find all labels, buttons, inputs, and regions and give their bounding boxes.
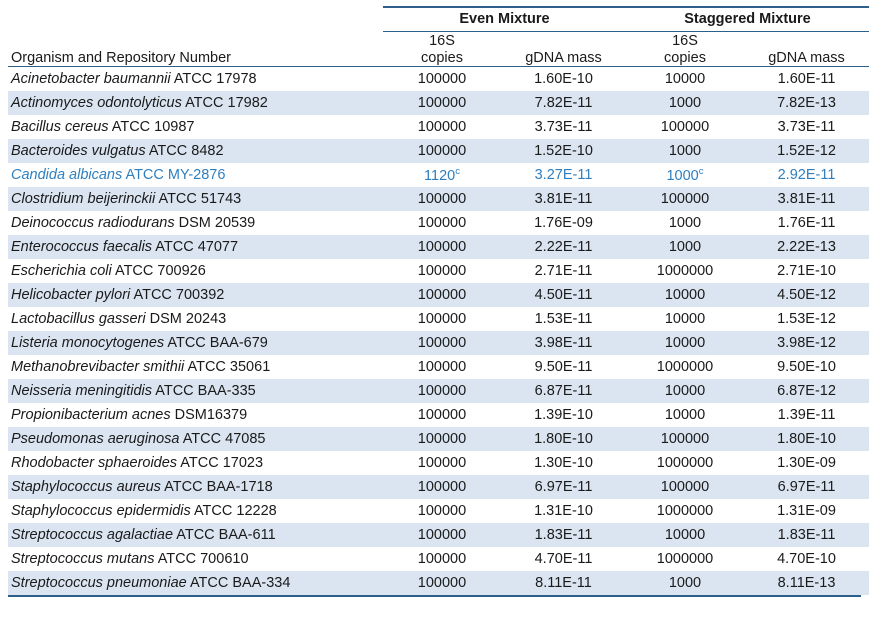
organism-strain: DSM16379 [170, 407, 248, 423]
organism-strain: ATCC 8482 [145, 143, 224, 159]
cell-even-copies-value: 1120 [424, 167, 456, 184]
organism-species: Enterococcus faecalis [11, 239, 153, 255]
cell-staggered-copies-value: 1000 [666, 167, 699, 184]
cell-staggered-copies-value: 1000000 [656, 263, 714, 279]
cell-staggered-mass [744, 235, 869, 259]
cell-even-copies [383, 211, 501, 235]
cell-staggered-mass [744, 91, 869, 115]
cell-even-copies [383, 331, 501, 355]
table-row [8, 571, 869, 595]
organism-strain: ATCC 17982 [181, 95, 268, 111]
cell-staggered-mass [744, 547, 869, 571]
organism-species: Pseudomonas aeruginosa [11, 431, 180, 447]
organism-species: Methanobrevibacter smithii [11, 359, 185, 375]
cell-staggered-mass [744, 163, 869, 187]
table-body [8, 67, 869, 596]
organism-species: Lactobacillus gasseri [11, 311, 146, 327]
organism-strain: ATCC BAA-335 [152, 383, 256, 399]
cell-even-mass-value: 3.98E-11 [534, 335, 593, 351]
cell-staggered-mass-value: 3.81E-11 [777, 191, 836, 207]
cell-staggered-copies [626, 499, 744, 523]
cell-staggered-copies-footnote: c [698, 166, 704, 178]
table-row [8, 427, 869, 451]
organism-species: Staphylococcus aureus [11, 479, 161, 495]
cell-even-copies [383, 547, 501, 571]
cell-staggered-mass-value: 2.71E-10 [777, 263, 836, 279]
cell-staggered-mass [744, 307, 869, 331]
cell-organism [8, 211, 383, 235]
cell-staggered-copies-value: 10000 [664, 71, 706, 87]
organism-strain: ATCC 51743 [155, 191, 242, 207]
cell-even-copies-value: 100000 [417, 239, 467, 255]
cell-even-mass [501, 427, 626, 451]
organism-strain: ATCC BAA-679 [164, 335, 268, 351]
cell-even-mass-value: 1.30E-10 [534, 455, 593, 471]
cell-even-mass-value: 1.39E-10 [534, 407, 593, 423]
group-header-staggered: Staggered Mixture [626, 7, 869, 32]
cell-staggered-copies [626, 163, 744, 187]
cell-staggered-copies [626, 67, 744, 92]
cell-staggered-copies-value: 1000 [668, 95, 702, 111]
table-row [8, 379, 869, 403]
cell-organism [8, 67, 383, 92]
cell-staggered-copies [626, 547, 744, 571]
organism-species: Streptococcus agalactiae [11, 527, 174, 543]
cell-even-copies-footnote: c [455, 166, 460, 178]
cell-even-copies-value: 100000 [417, 383, 467, 399]
cell-staggered-copies [626, 403, 744, 427]
cell-even-mass-value: 1.31E-10 [534, 503, 593, 519]
organism-strain: ATCC 700926 [111, 263, 206, 279]
cell-even-mass-value: 2.22E-11 [534, 239, 593, 255]
cell-even-copies [383, 403, 501, 427]
cell-even-mass-value: 6.87E-11 [534, 383, 593, 399]
table-row [8, 211, 869, 235]
cell-staggered-mass-value: 4.50E-12 [777, 287, 836, 303]
cell-staggered-mass-value: 1.80E-10 [777, 431, 836, 447]
cell-staggered-mass-value: 3.73E-11 [777, 119, 836, 135]
cell-staggered-copies-value: 1000000 [656, 503, 714, 519]
cell-organism [8, 331, 383, 355]
cell-even-mass-value: 3.73E-11 [534, 119, 593, 135]
cell-organism [8, 427, 383, 451]
organism-species: Neisseria meningitidis [11, 383, 153, 399]
cell-staggered-copies [626, 523, 744, 547]
cell-even-mass-value: 3.81E-11 [534, 191, 593, 207]
cell-organism [8, 283, 383, 307]
organism-strain: ATCC MY-2876 [122, 167, 226, 183]
cell-even-copies [383, 571, 501, 595]
cell-staggered-mass [744, 499, 869, 523]
cell-even-copies [383, 91, 501, 115]
organism-species: Acinetobacter baumannii [11, 71, 171, 87]
cell-even-mass [501, 283, 626, 307]
table-row [8, 67, 869, 92]
table-row [8, 475, 869, 499]
cell-even-mass [501, 571, 626, 595]
cell-staggered-mass [744, 427, 869, 451]
cell-even-copies-value: 100000 [417, 215, 467, 231]
cell-even-mass-value: 1.80E-10 [534, 431, 593, 447]
cell-even-copies-value: 100000 [417, 143, 467, 159]
cell-even-mass-value: 1.52E-10 [534, 143, 593, 159]
organism-strain: ATCC 47085 [179, 431, 266, 447]
cell-even-mass [501, 187, 626, 211]
column-header-organism: Organism and Repository Number [8, 49, 383, 66]
cell-staggered-copies [626, 91, 744, 115]
cell-staggered-copies-value: 1000 [668, 143, 702, 159]
organism-species: Bacteroides vulgatus [11, 143, 146, 159]
cell-staggered-copies [626, 451, 744, 475]
table-row [8, 355, 869, 379]
cell-even-copies-value: 100000 [417, 455, 467, 471]
cell-staggered-mass-value: 1.30E-09 [777, 455, 836, 471]
table-row [8, 451, 869, 475]
cell-staggered-mass-value: 8.11E-13 [777, 575, 836, 591]
cell-even-copies-value: 100000 [417, 551, 467, 567]
organism-strain: ATCC BAA-1718 [160, 479, 273, 495]
cell-staggered-mass-value: 1.60E-11 [777, 71, 836, 87]
organism-strain: ATCC 10987 [108, 119, 195, 135]
cell-staggered-copies [626, 235, 744, 259]
cell-even-mass [501, 379, 626, 403]
cell-even-mass [501, 67, 626, 92]
cell-organism [8, 499, 383, 523]
cell-staggered-mass-value: 6.97E-11 [777, 479, 836, 495]
cell-even-mass-value: 2.71E-11 [534, 263, 593, 279]
cell-organism [8, 139, 383, 163]
cell-organism [8, 235, 383, 259]
organism-species: Streptococcus pneumoniae [11, 575, 187, 591]
column-header-even-mass: gDNA mass [501, 49, 626, 66]
cell-staggered-mass [744, 283, 869, 307]
cell-even-copies [383, 451, 501, 475]
cell-even-copies [383, 355, 501, 379]
cell-even-mass [501, 475, 626, 499]
organism-species: Propionibacterium acnes [11, 407, 171, 423]
cell-staggered-copies [626, 139, 744, 163]
cell-staggered-copies [626, 283, 744, 307]
organism-species: Deinococcus radiodurans [11, 215, 175, 231]
cell-even-copies-value: 100000 [417, 287, 467, 303]
cell-even-copies-value: 100000 [417, 431, 467, 447]
cell-staggered-mass-value: 3.98E-12 [777, 335, 836, 351]
cell-even-mass-value: 4.50E-11 [534, 287, 593, 303]
cell-organism [8, 307, 383, 331]
column-header-stag-copies: copies [626, 49, 744, 66]
subheader-stag-copies-line1: 16S [626, 32, 744, 50]
cell-staggered-copies-value: 1000000 [656, 551, 714, 567]
table-row [8, 403, 869, 427]
column-header-even-copies: copies [383, 49, 501, 66]
cell-even-mass-value: 6.97E-11 [534, 479, 593, 495]
table-row [8, 331, 869, 355]
column-header-stag-mass: gDNA mass [744, 49, 869, 66]
organism-strain: DSM 20243 [145, 311, 227, 327]
table-row [8, 307, 869, 331]
table-row [8, 499, 869, 523]
cell-even-mass [501, 355, 626, 379]
subheader-stag-mass-blank [744, 32, 869, 50]
cell-even-mass [501, 139, 626, 163]
cell-organism [8, 259, 383, 283]
cell-even-copies-value: 100000 [417, 119, 467, 135]
cell-even-mass [501, 91, 626, 115]
group-header-row [8, 7, 869, 32]
cell-staggered-copies-value: 10000 [664, 527, 706, 543]
cell-organism [8, 403, 383, 427]
cell-even-copies-value: 100000 [417, 575, 467, 591]
organism-strain: ATCC 700392 [130, 287, 225, 303]
cell-even-copies [383, 283, 501, 307]
table-row [8, 235, 869, 259]
cell-staggered-copies [626, 571, 744, 595]
cell-staggered-copies [626, 355, 744, 379]
cell-staggered-copies [626, 115, 744, 139]
cell-staggered-mass-value: 2.92E-11 [777, 167, 836, 183]
cell-staggered-mass [744, 451, 869, 475]
cell-even-mass-value: 7.82E-11 [534, 95, 593, 111]
cell-staggered-mass [744, 523, 869, 547]
table-row [8, 523, 869, 547]
cell-staggered-copies [626, 259, 744, 283]
cell-even-copies-value: 100000 [417, 71, 467, 87]
cell-even-mass-value: 1.76E-09 [534, 215, 593, 231]
cell-even-copies-value: 100000 [417, 407, 467, 423]
cell-even-copies-value: 100000 [417, 359, 467, 375]
table-row [8, 547, 869, 571]
cell-organism [8, 475, 383, 499]
cell-even-copies [383, 139, 501, 163]
cell-staggered-mass [744, 139, 869, 163]
cell-even-mass [501, 211, 626, 235]
cell-staggered-copies [626, 427, 744, 451]
group-header-even: Even Mixture [383, 7, 626, 32]
cell-staggered-mass [744, 259, 869, 283]
cell-staggered-mass [744, 187, 869, 211]
subheader-even-copies-line1: 16S [383, 32, 501, 50]
cell-even-copies [383, 235, 501, 259]
cell-even-mass [501, 259, 626, 283]
table-row [8, 283, 869, 307]
cell-staggered-mass-value: 1.52E-12 [777, 143, 836, 159]
subheader-even-mass-blank [501, 32, 626, 50]
cell-staggered-mass [744, 331, 869, 355]
cell-organism [8, 547, 383, 571]
cell-even-copies [383, 187, 501, 211]
cell-organism [8, 115, 383, 139]
cell-organism [8, 187, 383, 211]
organism-strain: ATCC BAA-611 [173, 527, 276, 543]
cell-staggered-copies-value: 10000 [664, 311, 706, 327]
cell-organism [8, 571, 383, 595]
cell-staggered-mass-value: 7.82E-13 [777, 95, 836, 111]
cell-even-copies [383, 259, 501, 283]
organism-strain: DSM 20539 [174, 215, 256, 231]
cell-staggered-mass-value: 2.22E-13 [777, 239, 836, 255]
cell-staggered-copies [626, 187, 744, 211]
table-row [8, 115, 869, 139]
cell-staggered-copies-value: 100000 [660, 191, 710, 207]
organism-strain: ATCC 47077 [152, 239, 239, 255]
cell-staggered-copies-value: 10000 [664, 383, 706, 399]
organism-species: Actinomyces odontolyticus [11, 95, 182, 111]
cell-staggered-copies-value: 100000 [660, 119, 710, 135]
organism-strain: ATCC 17023 [177, 455, 264, 471]
organism-strain: ATCC 700610 [154, 551, 249, 567]
organism-strain: ATCC 12228 [190, 503, 277, 519]
cell-staggered-copies [626, 211, 744, 235]
cell-even-mass [501, 235, 626, 259]
cell-even-copies-value: 100000 [417, 191, 467, 207]
cell-staggered-mass [744, 379, 869, 403]
cell-even-mass-value: 1.60E-10 [534, 71, 593, 87]
organism-species: Staphylococcus epidermidis [11, 503, 191, 519]
table-row [8, 259, 869, 283]
cell-even-copies [383, 115, 501, 139]
cell-organism [8, 91, 383, 115]
organism-species: Helicobacter pylori [11, 287, 131, 303]
cell-staggered-mass [744, 403, 869, 427]
cell-staggered-copies-value: 1000000 [656, 455, 714, 471]
cell-organism [8, 523, 383, 547]
cell-even-mass-value: 1.53E-11 [534, 311, 593, 327]
cell-even-copies [383, 499, 501, 523]
cell-staggered-copies [626, 331, 744, 355]
cell-even-copies [383, 379, 501, 403]
cell-even-mass-value: 8.11E-11 [535, 575, 592, 591]
cell-even-copies-value: 100000 [417, 503, 467, 519]
cell-staggered-mass [744, 67, 869, 92]
cell-staggered-mass-value: 4.70E-10 [777, 551, 836, 567]
organism-strain: ATCC 35061 [184, 359, 271, 375]
cell-staggered-mass [744, 475, 869, 499]
cell-staggered-mass [744, 355, 869, 379]
table-row [8, 139, 869, 163]
cell-staggered-mass-value: 9.50E-10 [777, 359, 836, 375]
cell-even-mass-value: 9.50E-11 [534, 359, 593, 375]
cell-even-mass [501, 115, 626, 139]
organism-strain: ATCC BAA-334 [186, 575, 291, 591]
organism-strain: ATCC 17978 [170, 71, 257, 87]
cell-even-copies [383, 427, 501, 451]
table-row [8, 163, 869, 187]
organism-mixture-table [8, 6, 869, 595]
cell-staggered-copies-value: 1000 [668, 239, 702, 255]
organism-species: Bacillus cereus [11, 119, 109, 135]
cell-staggered-copies [626, 307, 744, 331]
cell-even-copies-value: 100000 [417, 527, 467, 543]
organism-species: Candida albicans [11, 167, 123, 183]
cell-even-mass-value: 3.27E-11 [534, 167, 593, 183]
cell-staggered-mass-value: 6.87E-12 [777, 383, 836, 399]
organism-species: Clostridium beijerinckii [11, 191, 156, 207]
organism-species: Streptococcus mutans [11, 551, 155, 567]
cell-staggered-copies-value: 10000 [664, 287, 706, 303]
cell-staggered-copies-value: 10000 [664, 407, 706, 423]
organism-species: Listeria monocytogenes [11, 335, 165, 351]
cell-even-mass-value: 4.70E-11 [534, 551, 593, 567]
cell-staggered-mass-value: 1.83E-11 [777, 527, 836, 543]
table-row [8, 91, 869, 115]
cell-even-copies-value: 100000 [417, 95, 467, 111]
cell-staggered-mass [744, 115, 869, 139]
cell-even-copies [383, 307, 501, 331]
cell-even-copies [383, 523, 501, 547]
organism-species: Rhodobacter sphaeroides [11, 455, 178, 471]
cell-even-mass [501, 307, 626, 331]
subheader-organism-blank [8, 32, 383, 50]
cell-even-copies-value: 100000 [417, 263, 467, 279]
subheader-row-2 [8, 49, 869, 66]
cell-organism [8, 451, 383, 475]
cell-staggered-mass-value: 1.53E-12 [777, 311, 836, 327]
cell-even-copies-value: 100000 [417, 335, 467, 351]
cell-staggered-copies-value: 1000 [668, 215, 702, 231]
cell-even-mass [501, 403, 626, 427]
cell-organism [8, 163, 383, 187]
cell-even-mass [501, 451, 626, 475]
group-header-blank [8, 7, 383, 32]
organism-species: Escherichia coli [11, 263, 112, 279]
cell-organism [8, 355, 383, 379]
cell-even-mass [501, 547, 626, 571]
subheader-row-1 [8, 32, 869, 50]
cell-even-mass [501, 331, 626, 355]
cell-even-copies [383, 163, 501, 187]
cell-staggered-copies [626, 475, 744, 499]
cell-even-mass [501, 523, 626, 547]
table-bottom-rule [8, 595, 861, 597]
cell-staggered-mass-value: 1.31E-09 [777, 503, 836, 519]
cell-staggered-copies-value: 100000 [660, 479, 710, 495]
cell-staggered-mass [744, 571, 869, 595]
cell-even-mass [501, 499, 626, 523]
cell-even-copies-value: 100000 [417, 311, 467, 327]
cell-staggered-copies-value: 1000000 [656, 359, 714, 375]
cell-staggered-copies [626, 379, 744, 403]
table-header [8, 7, 869, 67]
cell-even-mass-value: 1.83E-11 [534, 527, 593, 543]
cell-staggered-copies-value: 100000 [660, 431, 710, 447]
cell-staggered-mass-value: 1.76E-11 [777, 215, 836, 231]
cell-organism [8, 379, 383, 403]
cell-even-copies [383, 475, 501, 499]
cell-even-copies-value: 100000 [417, 479, 467, 495]
cell-staggered-mass-value: 1.39E-11 [777, 407, 836, 423]
cell-even-copies [383, 67, 501, 92]
cell-staggered-copies-value: 10000 [664, 335, 706, 351]
cell-staggered-mass [744, 211, 869, 235]
table-row [8, 187, 869, 211]
cell-staggered-copies-value: 1000 [668, 575, 702, 591]
cell-even-mass [501, 163, 626, 187]
